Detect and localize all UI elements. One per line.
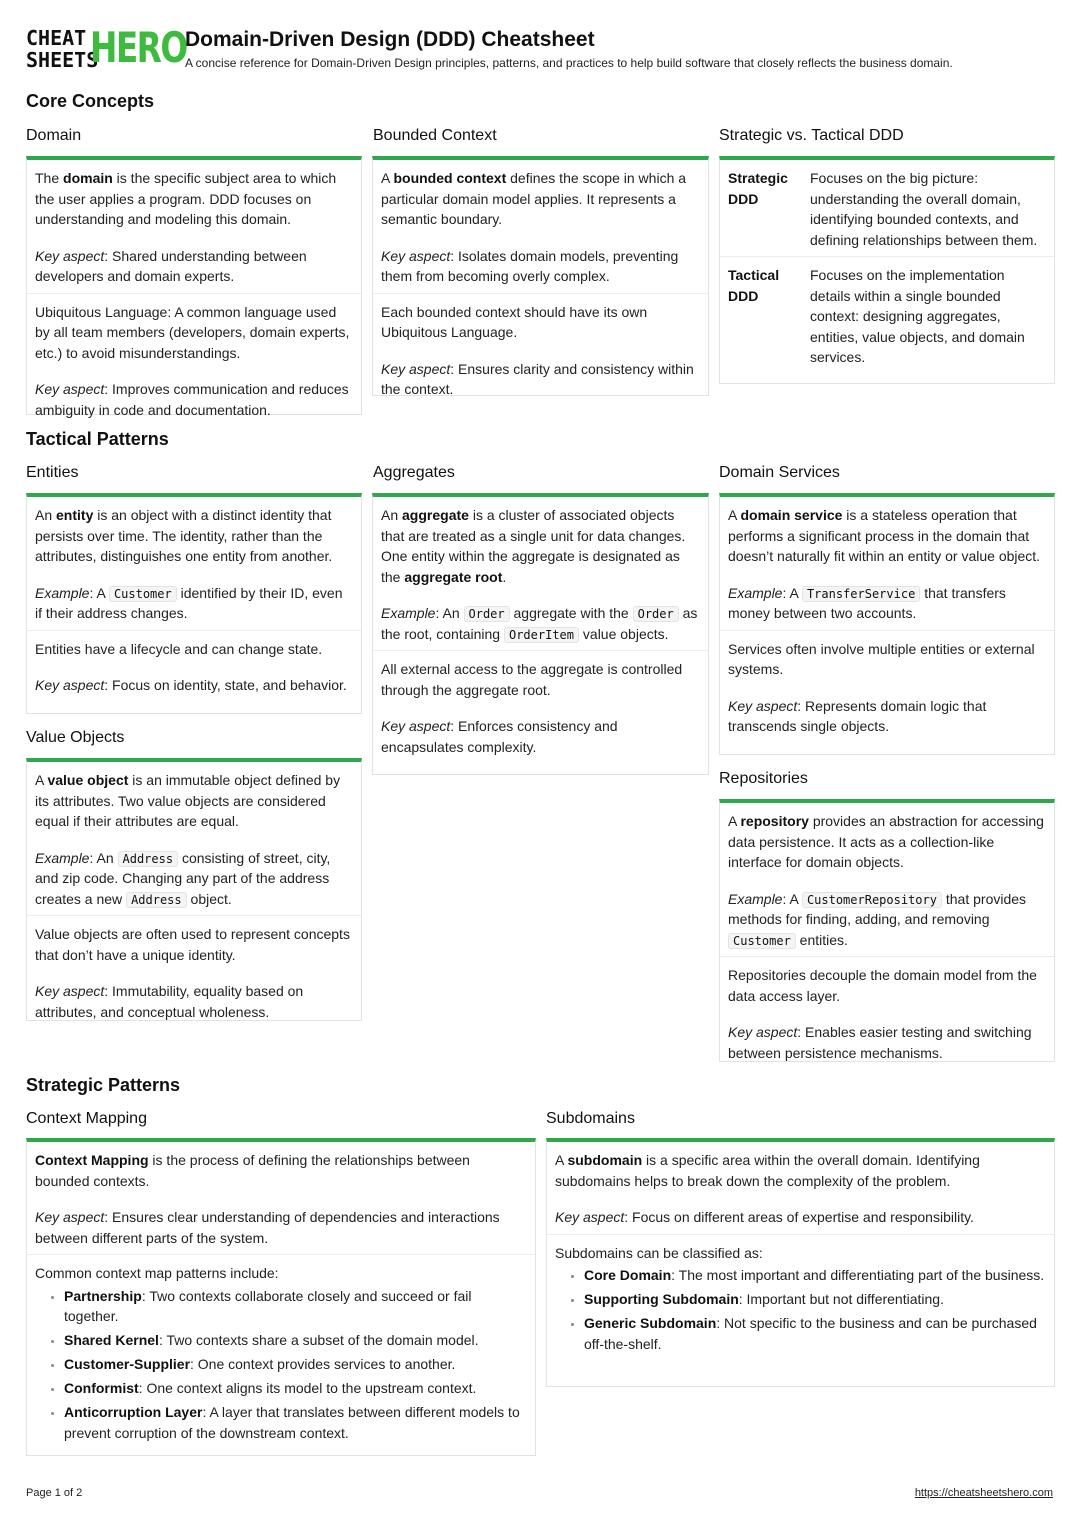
row-key: Strategic DDD xyxy=(728,170,788,207)
term-repository: repository xyxy=(740,813,809,829)
card-block: Repositories decouple the domain model from the data access layer. Key aspect: Enables easier testing and switching between persistence mechanisms. xyxy=(728,967,1037,1061)
inline-code: Address xyxy=(126,892,187,908)
term-entity: entity xyxy=(56,507,94,523)
term-context-mapping: Context Mapping xyxy=(35,1152,149,1168)
page-header xyxy=(26,24,1056,76)
card-block: A domain service is a stateless operation that performs a significant process in the domain that doesn’t naturally fit within an entity or value object. Example: A TransferService that transfers money between two accounts. xyxy=(720,497,1054,631)
card-title-entities: Entities xyxy=(26,464,79,481)
card-block: Subdomains can be classified as: • Core Domain: The most important and differentiating part of the business. • Supporting Subdomain: Important but not differentiating. • Generic Subdomain: Not specific to the business and can be purchased off-the-shelf. xyxy=(547,1235,1054,1364)
list-item: • Customer-Supplier: One context provides services to another. xyxy=(64,1354,527,1375)
row-key: Tactical DDD xyxy=(728,267,780,304)
card-title-subdomains: Subdomains xyxy=(546,1110,635,1127)
cheatsheetshero-logo[interactable] xyxy=(26,23,187,72)
card-title-domain-services: Domain Services xyxy=(719,464,840,481)
list-item: • Shared Kernel: Two contexts share a subset of the domain model. xyxy=(64,1330,527,1351)
card-entities xyxy=(26,493,362,714)
card-block: A value object is an immutable object defined by its attributes. Two value objects are considered equal if their attributes are equal. Example: An Address consisting of street, city, and zip code. Changing any part of the address creates a new Address object. xyxy=(27,762,361,916)
card-title-value-objects: Value Objects xyxy=(26,729,125,746)
list-item: • Anticorruption Layer: A layer that translates between different models to prevent corruption of the downstream context. xyxy=(64,1402,527,1443)
definition-row xyxy=(720,160,1054,257)
card-title-repositories: Repositories xyxy=(719,770,808,787)
card-repositories xyxy=(719,799,1055,1062)
definition-row xyxy=(720,257,1054,374)
card-bounded-context xyxy=(372,156,709,396)
inline-code: OrderItem xyxy=(504,627,579,643)
list-item: • Conformist: One context aligns its model to the upstream context. xyxy=(64,1378,527,1399)
card-block: Ubiquitous Language: A common language used by all team members (developers, domain experts, etc.) to avoid misunderstandings. Key aspect: Improves communication and reduces ambiguity in code and documentation. xyxy=(35,303,350,418)
card-block: Services often involve multiple entities or external systems. Key aspect: Represents domain logic that transcends single objects. xyxy=(728,640,1035,734)
card-context-mapping xyxy=(26,1138,536,1456)
card-title-strategic-vs-tactical: Strategic vs. Tactical DDD xyxy=(719,127,904,144)
list-item: • Partnership: Two contexts collaborate closely and succeed or fail together. xyxy=(64,1286,527,1327)
card-strategic-vs-tactical xyxy=(719,156,1055,384)
term-domain-service: domain service xyxy=(740,507,843,523)
card-domain xyxy=(26,156,362,418)
card-block: Each bounded context should have its own Ubiquitous Language. Key aspect: Ensures clarity and consistency within the context. xyxy=(381,303,694,397)
inline-code: Address xyxy=(118,851,179,867)
logo-text-cheat: CHEAT xyxy=(26,26,87,50)
card-block: An aggregate is a cluster of associated objects that are treated as a single unit for data changes. One entity within the aggregate is designated as the aggregate root. Example: An Order aggregate with the Order as the root, containing OrderItem value objects. xyxy=(373,497,708,651)
card-title-aggregates: Aggregates xyxy=(373,464,455,481)
inline-code: CustomerRepository xyxy=(802,892,942,908)
card-block: All external access to the aggregate is controlled through the aggregate root. Key aspect: Enforces consistency and encapsulates complexity. xyxy=(381,661,683,755)
card-title-domain: Domain xyxy=(26,127,82,144)
term-value-object: value object xyxy=(47,772,129,788)
page-subtitle: A concise reference for Domain-Driven Design principles, patterns, and practices to help build software that closely reflects the business domain. xyxy=(185,56,953,70)
card-block: An entity is an object with a distinct identity that persists over time. The identity, rather than the attributes, distinguishes one entity from another. Example: A Customer identified by their ID, even if their address changes. xyxy=(27,497,361,631)
row-value: Focuses on the big picture: understanding the overall domain, identifying bounded contexts, and defining relationships between them. xyxy=(810,170,1038,248)
card-aggregates xyxy=(372,493,709,775)
card-block: A subdomain is a specific area within the overall domain. Identifying subdomains helps to break down the complexity of the problem. Key aspect: Focus on different areas of expertise and responsibility. xyxy=(547,1142,1054,1235)
card-title-bounded-context: Bounded Context xyxy=(373,127,497,144)
card-block: Context Mapping is the process of defining the relationships between bounded contexts. Key aspect: Ensures clear understanding of dependencies and interactions between different parts of the system. xyxy=(27,1142,535,1255)
card-block: Value objects are often used to represent concepts that don’t have a unique identity. Key aspect: Immutability, equality based on attributes, and conceptual wholeness. xyxy=(35,926,350,1020)
subdomain-types-list xyxy=(555,1265,1046,1354)
site-link[interactable]: https://cheatsheetshero.com xyxy=(914,1487,1053,1499)
section-title-strategic-patterns: Strategic Patterns xyxy=(26,1075,181,1095)
card-block: The domain is the specific subject area to which the user applies a program. DDD focuses on understanding and modeling this domain. Key aspect: Shared understanding between developers and domain experts. xyxy=(27,160,361,294)
term-bounded-context: bounded context xyxy=(393,170,507,186)
term-domain: domain xyxy=(63,170,113,186)
inline-code: Order xyxy=(633,606,679,622)
section-title-tactical-patterns: Tactical Patterns xyxy=(26,429,169,449)
inline-code: TransferService xyxy=(802,586,920,602)
term-aggregate-root: aggregate root xyxy=(404,568,503,585)
card-subdomains xyxy=(546,1138,1055,1387)
page-number: Page 1 of 2 xyxy=(26,1487,83,1499)
term-subdomain: subdomain xyxy=(567,1152,643,1168)
section-title-core-concepts: Core Concepts xyxy=(26,91,155,111)
row-value: Focuses on the implementation details within a single bounded context: designing aggregates, entities, value objects, and domain services. xyxy=(810,267,1025,365)
inline-code: Order xyxy=(464,606,510,622)
card-value-objects xyxy=(26,758,362,1021)
list-item: • Supporting Subdomain: Important but not differentiating. xyxy=(584,1289,1046,1310)
card-block: A repository provides an abstraction for accessing data persistence. It acts as a collection-like interface for domain objects. Example: A CustomerRepository that provides methods for finding, adding, and removing Customer entities. xyxy=(720,803,1054,957)
list-item: • Generic Subdomain: Not specific to the business and can be purchased off-the-shelf. xyxy=(584,1313,1046,1354)
card-block: A bounded context defines the scope in which a particular domain model applies. It represents a semantic boundary. Key aspect: Isolates domain models, preventing them from becoming overly complex. xyxy=(373,160,708,294)
context-map-patterns-list xyxy=(35,1286,527,1444)
inline-code: Customer xyxy=(728,933,796,949)
card-domain-services xyxy=(719,493,1055,755)
term-aggregate: aggregate xyxy=(402,507,469,523)
list-item: • Core Domain: The most important and differentiating part of the business. xyxy=(584,1265,1046,1286)
card-block: Entities have a lifecycle and can change state. Key aspect: Focus on identity, state, and behavior. xyxy=(35,640,347,693)
logo-text-hero: HERO xyxy=(90,23,187,72)
page-title: Domain-Driven Design (DDD) Cheatsheet xyxy=(185,28,595,51)
card-title-context-mapping: Context Mapping xyxy=(26,1110,147,1127)
logo-text-sheets: SHEETS xyxy=(26,48,99,72)
inline-code: Customer xyxy=(109,586,177,602)
card-block: Common context map patterns include: • Partnership: Two contexts collaborate closely and succeed or fail together. • Shared Kernel: Two contexts share a subset of the domain model. • Customer-Supplier: One context provides services to another. • Conformist: One context aligns its model to the upstream context. • Anticorruption Layer: A layer that translates between different models to prevent corruption of the downstream context. xyxy=(27,1255,535,1453)
